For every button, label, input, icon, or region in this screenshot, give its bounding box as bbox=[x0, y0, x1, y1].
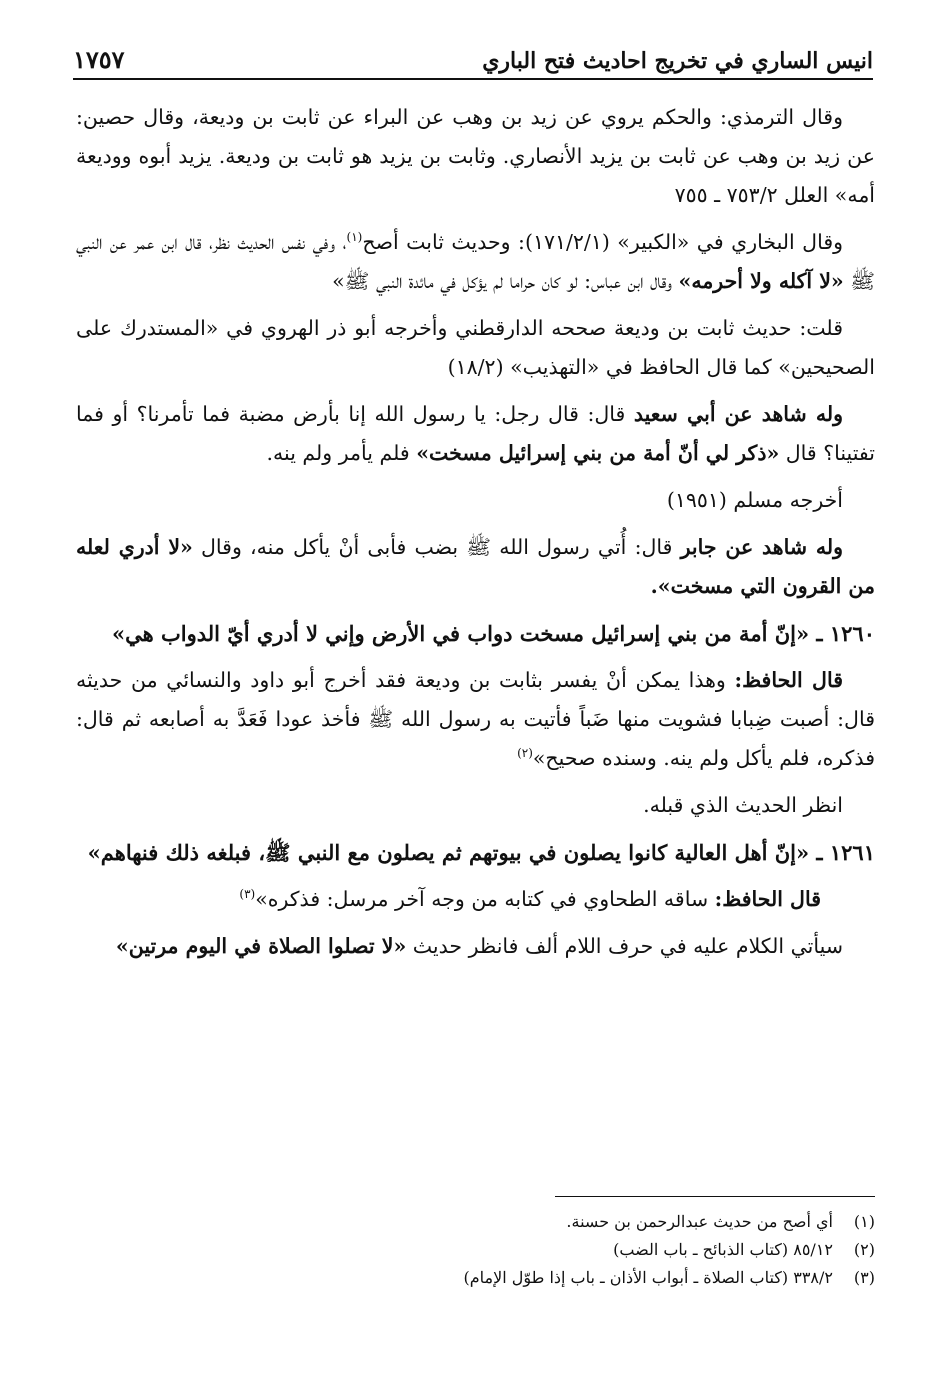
footnote-ref-1: (١) bbox=[346, 230, 363, 245]
paragraph-tirmidhi: وقال الترمذي: والحكم يروي عن زيد بن وهب عن البراء عن ثابت بن وديعة، وقال حصين: عن زيد بن وهب عن ثابت بن يزيد الأنصاري. وثابت بن يزيد هو ثابت بن وديعة. يزيد أبوه ووديعة أمه» العلل ٧٥٣/٢ ـ ٧٥٥ bbox=[76, 105, 875, 207]
footnote-ref-3: (٣) bbox=[239, 887, 256, 902]
page-number: ١٧٥٧ bbox=[73, 45, 125, 74]
paragraph-qultu: قلت: حديث ثابت بن وديعة صححه الدارقطني وأخرجه أبو ذر الهروي في «المستدرك على الصحيحين» كما قال الحافظ في «التهذيب» (١٨/٢) bbox=[76, 316, 875, 379]
paragraph-cross-reference: سيأتي الكلام عليه في حرف اللام ألف فانظر حديث «لا تصلوا الصلاة في اليوم مرتين» bbox=[115, 934, 843, 958]
paragraph-muslim: أخرجه مسلم (١٩٥١) bbox=[666, 488, 843, 512]
hadith-1261: ١٢٦١ ـ «إنّ أهل العالية كانوا يصلون في بيوتهم ثم يصلون مع النبي ﷺ، فبلغه ذلك فنهاهم» bbox=[87, 840, 875, 865]
paragraph-see-previous: انظر الحديث الذي قبله. bbox=[643, 793, 843, 817]
main-text bbox=[76, 98, 875, 974]
running-header bbox=[73, 38, 873, 80]
footnote-ref-2: (٢) bbox=[517, 746, 533, 761]
paragraph-hafiz-1260: قال الحافظ: وهذا يمكن أنْ يفسر بثابت بن وديعة فقد أخرج أبو داود والنسائي من حديثه قال: أصبت ضِبابا فشويت منها ضَباً فأتيت به رسول الله ﷺ فأخذ عودا فَعَدَّ به أصابعه ثم قال: فذكره، فلم يأكل ولم ينه. وسنده صحيح»$^{(٢)}$ bbox=[76, 668, 875, 770]
footnote-3: (٣) ٣٣٨/٢ (كتاب الصلاة ـ أبواب الأذان ـ باب إذا طوّل الإمام) bbox=[463, 1268, 875, 1287]
paragraph-hafiz-1261: قال الحافظ: ساقه الطحاوي في كتابه من وجه آخر مرسل: فذكره»$^{(٣)}$ bbox=[239, 887, 821, 911]
book-title: انيس الساري في تخريج احاديث فتح الباري bbox=[482, 48, 873, 74]
hadith-1260: ١٢٦٠ ـ «إنّ أمة من بني إسرائيل مسخت دواب في الأرض وإني لا أدري أيّ الدواب هي» bbox=[111, 621, 875, 646]
paragraph-shahid-abi-said: وله شاهد عن أبي سعيد قال: قال رجل: يا رسول الله إنا بأرض مضبة فما تأمرنا؟ أو فما تفتينا؟ قال «ذكر لي أنّ أمة من بني إسرائيل مسخت» فلم يأمر ولم ينه. bbox=[76, 402, 875, 465]
footnote-divider bbox=[555, 1196, 875, 1197]
paragraph-bukhari: وقال البخاري في «الكبير» (١٧١/٢/١): وحديث ثابت أصح$^{(١)}$، وفي نفس الحديث نظر، قال ابن عمر عن النبي ﷺ «لا آكله ولا أحرمه» وقال ابن عباس: لو كان حراما لم يؤكل في مائدة النبي ﷺ» bbox=[76, 230, 875, 293]
footnote-2: (٢) ٨٥/١٢ (كتاب الذبائح ـ باب الضب) bbox=[613, 1240, 875, 1259]
footnotes bbox=[76, 1208, 875, 1292]
footnote-1: (١) أي أصح من حديث عبدالرحمن بن حسنة. bbox=[566, 1212, 875, 1231]
paragraph-shahid-jabir: وله شاهد عن جابر قال: أُتي رسول الله ﷺ بضب فأبى أنْ يأكل منه، وقال «لا أدري لعله من القرون التي مسخت». bbox=[76, 535, 875, 598]
